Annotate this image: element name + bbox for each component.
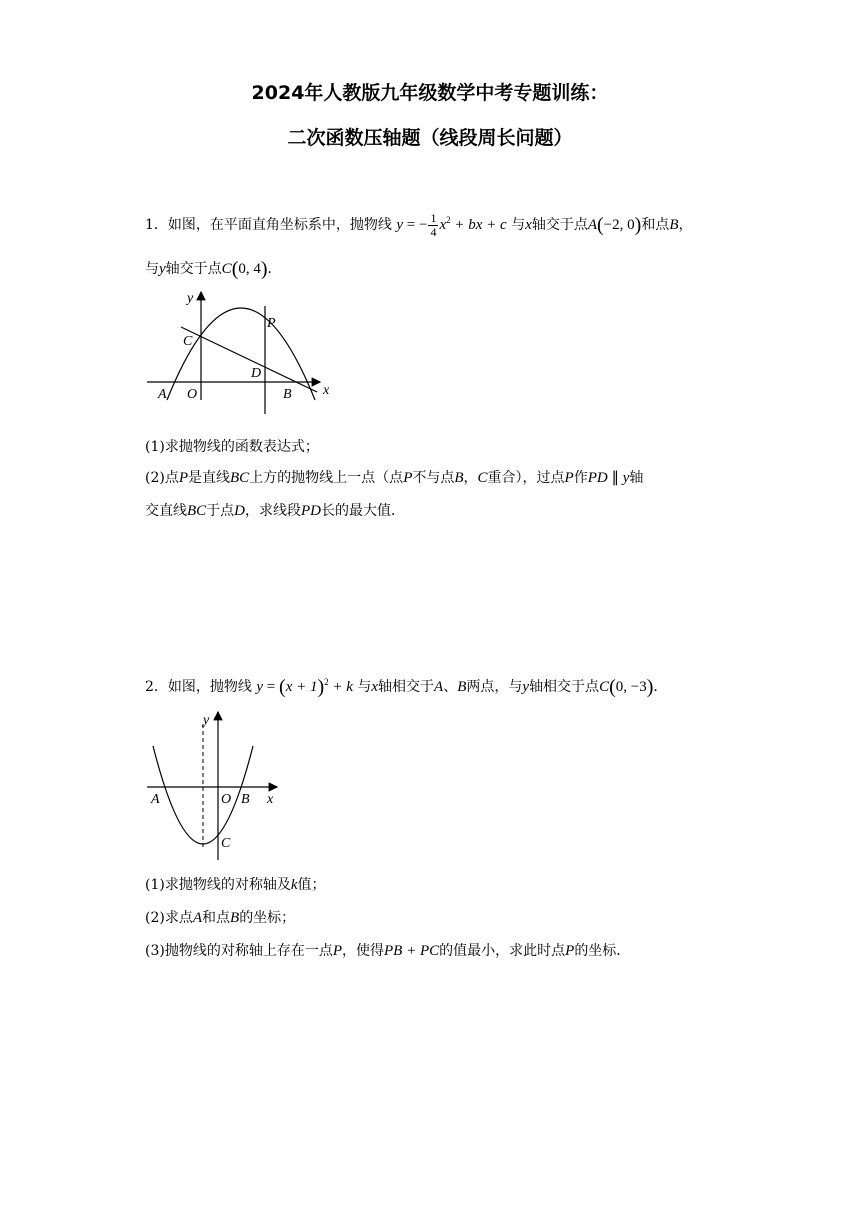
q2-label-o: O: [221, 792, 232, 807]
q1-stem-line-2: 与y轴交于点C(0, 4)．: [145, 258, 282, 280]
q1-sub-2-line-1: (2)点P是直线BC上方的抛物线上一点（点P不与点B，C重合），过点P作PD ∥ y轴: [145, 470, 644, 486]
q1-point-a: A: [587, 216, 597, 233]
q1-point-c: C: [221, 261, 232, 277]
q1-label-b: B: [283, 387, 292, 402]
q1-equation: y = − $\frac{1}{4}$ $x^2$ + bx + c: [396, 211, 507, 239]
q2-label-x: x: [267, 792, 274, 807]
title-line-2: 二次函数压轴题（线段周长问题）: [287, 127, 573, 149]
q2-label-a: A: [151, 792, 160, 807]
q1-figure: [145, 288, 345, 408]
q1-label-p: P: [267, 316, 276, 331]
q1-label-c: C: [183, 334, 193, 349]
q1-sub-2-line-2: 交直线BC于点D，求线段PD长的最大值．: [145, 503, 406, 519]
q1-label-x: x: [323, 383, 330, 398]
q2-label-c: C: [221, 836, 231, 851]
q1-label-o: O: [187, 387, 198, 402]
q2-number: 2．: [145, 679, 168, 695]
title-line-1: 2024年人教版九年级数学中考专题训练：: [251, 82, 609, 104]
q1-number: 1．: [145, 216, 168, 233]
q1-label-d: D: [251, 366, 262, 381]
q2-equation: $y = (x + 1)^2 + k$: [256, 676, 353, 698]
q2-stem: 2．如图，抛物线 $y = (x + 1)^2 + k$ 与x轴相交于A、B两点，与y轴相交于点C(0, −3)．: [145, 676, 668, 698]
q2-label-y: y: [203, 713, 210, 728]
q1-label-y: y: [187, 291, 194, 306]
q2-sub-2: (2)求点A和点B的坐标；: [145, 910, 296, 926]
q1-sub-1: (1)求抛物线的函数表达式；: [145, 439, 319, 455]
q2-sub-3: (3)抛物线的对称轴上存在一点P，使得PB + PC的值最小，求此时点P的坐标．: [145, 943, 631, 959]
q1-text: 如图，在平面直角坐标系中，抛物线: [167, 216, 392, 233]
q2-label-b: B: [241, 792, 250, 807]
q1-stem-line-1: 1．如图，在平面直角坐标系中，抛物线 y = − $\frac{1}{4}$ $x^2$ + bx + c 与x轴交于点A(−2, 0)和点B，: [145, 211, 693, 239]
q2-figure: [145, 708, 295, 868]
q2-sub-1: (1)求抛物线的对称轴及k值；: [145, 877, 326, 893]
q1-label-a: A: [158, 387, 167, 402]
